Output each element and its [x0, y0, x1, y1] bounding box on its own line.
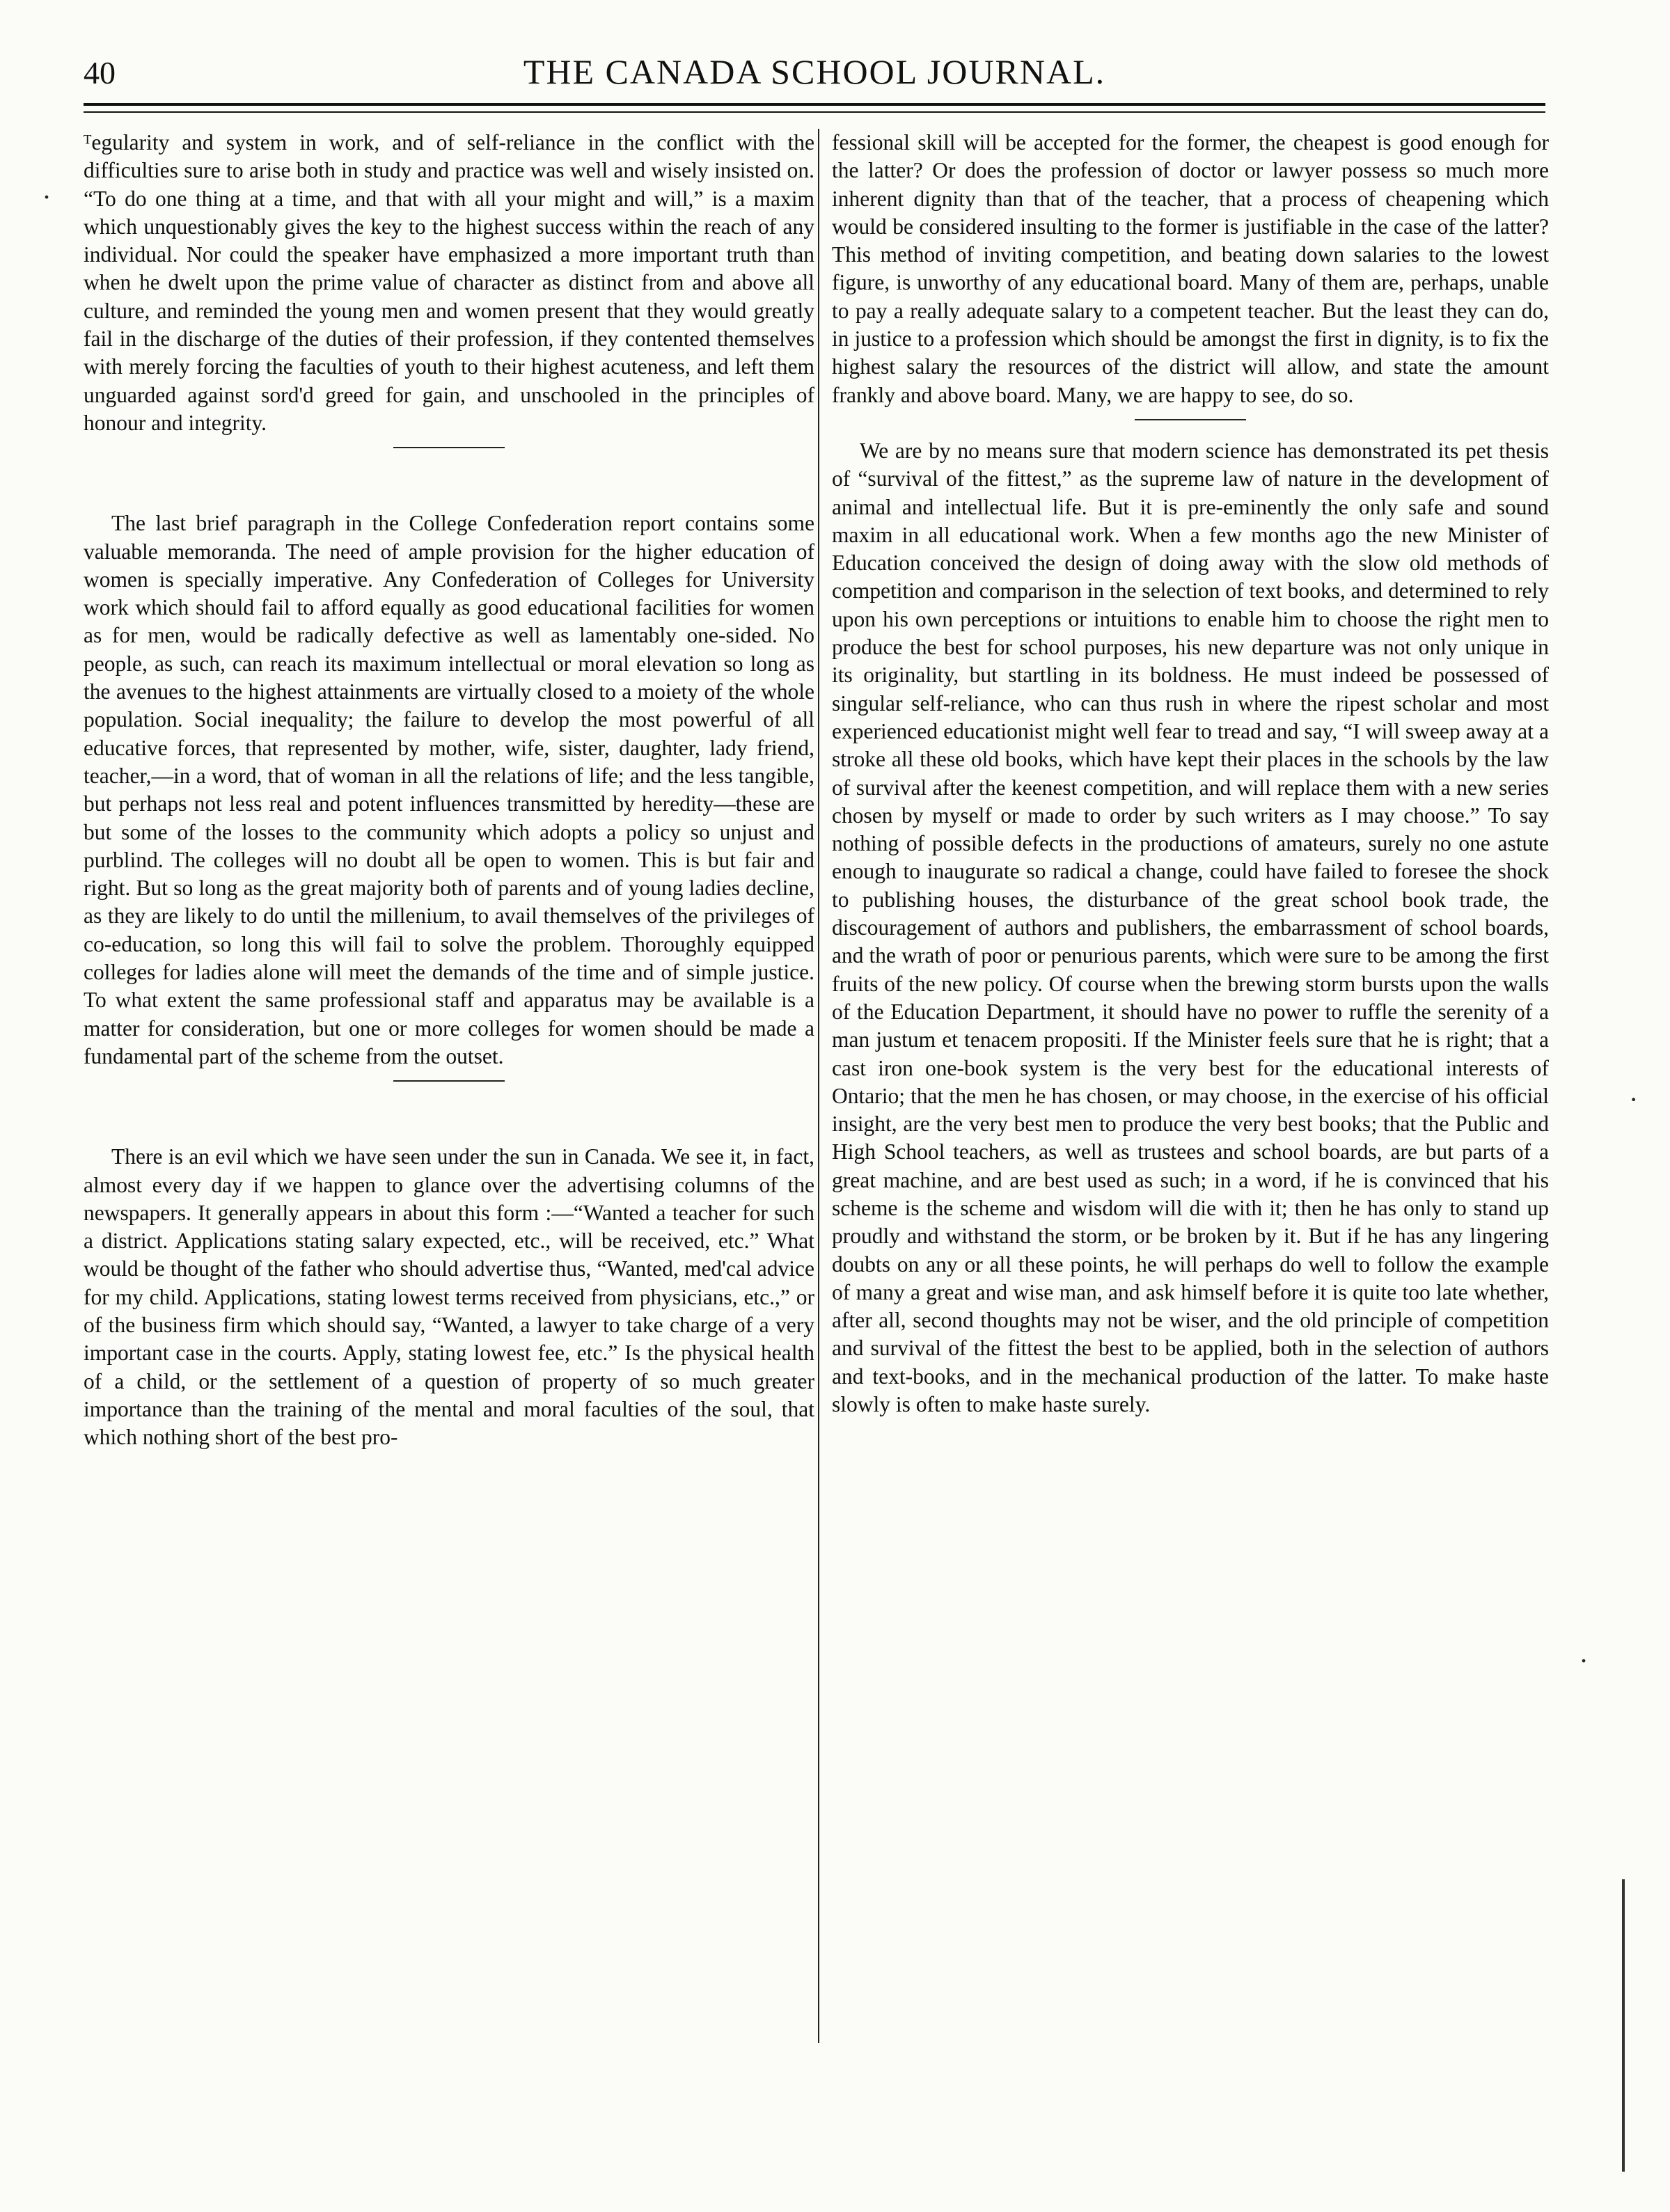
margin-mark: .: [1580, 1637, 1587, 1668]
header-rule-thick: [84, 103, 1545, 106]
right-column: [832, 129, 1549, 1419]
spacer: [84, 468, 814, 509]
column-divider: [818, 129, 819, 2043]
section-separator: [393, 1080, 505, 1082]
margin-mark: .: [43, 173, 50, 205]
margin-mark: ·: [1629, 1084, 1639, 1115]
page-number: 40: [84, 55, 116, 90]
margin-bar: [1622, 1879, 1625, 2172]
section-separator: [393, 447, 505, 448]
page-header: [84, 42, 1545, 104]
running-title: THE CANADA SCHOOL JOURNAL.: [523, 52, 1106, 91]
left-column: [84, 129, 814, 1451]
left-paragraph-3: There is an evil which we have seen under the sun in Canada. We see it, in fact, almost every day if we happen to glance over the advertising columns of the newspapers. It generally appears in about this form :—“Wanted a teacher for such a district. Applications stating salary expected, etc., will be received, etc.” What would be thought of the father who should advertise thus, “Wanted, med'cal advice for my child. Applications, stating lowest terms received from physicians, etc.,” or of the business firm which should say, “Wanted, a lawyer to take charge of a very important case in the courts. Apply, stating lowest fee, etc.” Is the physical health of a child, or the settlement of a question of property of so much greater importance than the training of the mental and moral faculties of the soul, that which nothing short of the best pro-: [84, 1144, 814, 1450]
right-paragraph-1: fessional skill will be accepted for the former, the cheapest is good enough for the latter? Or does the profession of doctor or lawyer possess so much more inherent dignity than that of the teacher, that a process of cheapening which would be considered insulting to the former is justifiable in the case of the latter? This method of inviting competition, and beating down salaries to the lowest figure, is unworthy of any educational board. Many of them are, perhaps, unable to pay a really adequate salary to a competent teacher. But the least they can do, in justice to a profession which should be amongst the first in dignity, is to fix the highest salary the resources of the district will allow, and state the amount frankly and above board. Many, we are happy to see, do so.: [832, 130, 1549, 407]
section-separator: [1135, 419, 1246, 420]
left-paragraph-2: The last brief paragraph in the College Confederation report contains some valuable memoranda. The need of ample provision for the higher education of women is specially imperative. Any Confederation of Colleges for University work which should fail to afford equally as good educational facilities for women as for men, would be radically defective as well as lamentably one-sided. No people, as such, can reach its maximum intellectual or moral elevation so long as the avenues to the highest attainments are virtually closed to a moiety of the whole population. Social inequality; the failure to develop the most powerful of all educative forces, that represented by mother, wife, sister, daughter, lady friend, teacher,—in a word, that of woman in all the relations of life; and the less tangible, but perhaps not less real and potent influences transmitted by heredity—these are but some of the losses to the community which adopts a policy so unjust and purblind. The colleges will no doubt all be open to women. This is but fair and right. But so long as the great majority both of parents and of young ladies decline, as they are likely to do until the millenium, to avail themselves of the privileges of co-education, so long this will fail to solve the problem. Thoroughly equipped colleges for ladies alone will meet the demands of the time and of simple justice. To what extent the same professional staff and apparatus may be available is a matter for consideration, but one or more colleges for women should be made a fundamental part of the scheme from the outset.: [84, 511, 814, 1068]
header-rule-thin: [84, 111, 1545, 113]
spacer: [84, 1101, 814, 1143]
right-paragraph-2: We are by no means sure that modern science has demonstrated its pet thesis of “survival of the fittest,” as the supreme law of nature in the development of animal and intellectual life. But it is pre-eminently the only safe and sound maxim in all educational work. When a few months ago the new Minister of Education conceived the design of doing away with the slow old methods of competition and comparison in the selection of text books, and determined to rely upon his own perceptions or intuitions to enable him to choose the right men to produce the best for school purposes, his new departure was not only unique in its originality, but startling in its boldness. He must indeed be possessed of singular self-reliance, who can thus rush in where the ripest scholar and most experienced educationist might well fear to tread and say, “I will sweep away at a stroke all these old books, which have kept their places in the schools by the law of survival after the keenest competition, and will replace them with a new series chosen by myself or made to order by such writers as I may choose.” To say nothing of possible defects in the productions of amateurs, surely no one astute enough to inaugurate so radical a change, could have failed to foresee the shock to publishing houses, the disturbance of the great school book trade, the discouragement of authors and publishers, the embarrassment of school boards, and the wrath of poor or penurious parents, which were sure to be among the first fruits of the new policy. Of course when the brewing storm bursts upon the walls of the Education Department, it should have no power to ruffle the serenity of a man justum et tenacem propositi. If the Minister feels sure that he is right; that a cast iron one-book system is the very best for the educational interests of Ontario; that the men he has chosen, or may choose, in the exercise of his official insight, are the very best men to produce the very best books; that the Public and High School teachers, as well as trustees and school boards, are but parts of a great machine, and are best used as such; in a word, if he is convinced that his scheme is the scheme and wisdom will die with it; then he has only to stand up proudly and withstand the storm, or be broken by it. But if he has any lingering doubts on any or all these points, he will perhaps do well to follow the example of many a great and wise man, and ask himself before it is quite too late whether, after all, second thoughts may not be wiser, and the old principle of competition and survival of the fittest the best to be applied, both in the selection of authors and text-books, and in the mechanical production of the latter. To make haste slowly is often to make haste surely.: [832, 438, 1549, 1417]
left-paragraph-1: ᵀegularity and system in work, and of self-reliance in the conflict with the difficulties sure to arise both in study and practice was well and wisely insisted on. “To do one thing at a time, and that with all your might and will,” is a maxim which unquestionably gives the key to the highest success within the reach of any individual. Nor could the speaker have emphasized a more important truth than when he dwelt upon the prime value of character as distinct from and above all culture, and reminded the young men and women present that they would greatly fail in the discharge of the duties of their profession, if they contented themselves with merely forcing the faculties of youth to their highest acuteness, and left them unguarded against sord'd greed for gain, and unschooled in the principles of honour and integrity.: [84, 130, 814, 435]
